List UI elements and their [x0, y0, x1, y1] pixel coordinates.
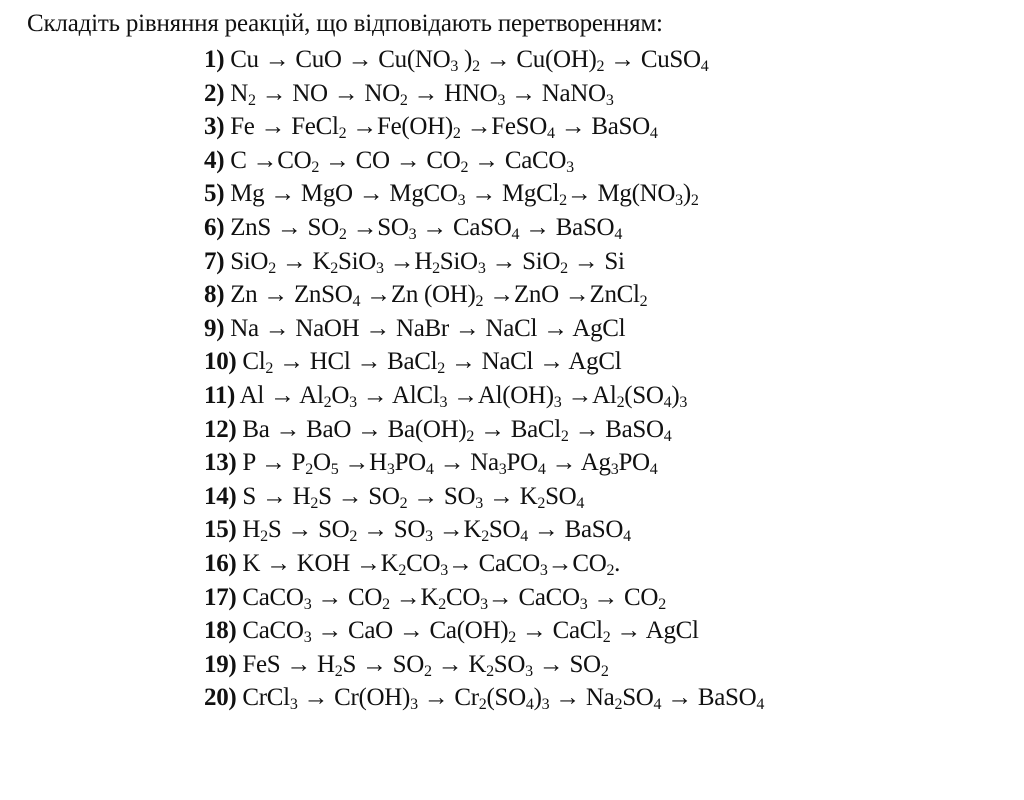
reaction-number: 8) — [204, 281, 225, 309]
reaction-number: 19) — [204, 650, 237, 678]
reaction-number: 13) — [204, 449, 237, 477]
reaction-number: 16) — [204, 549, 237, 577]
reaction-number: 9) — [204, 314, 225, 342]
reaction-number: 6) — [204, 213, 225, 241]
reaction-number: 12) — [204, 415, 237, 443]
reaction-chain: $Cl_2$ → HCl → BaCl$_2$ → NaCl → AgCl — [242, 348, 622, 378]
reaction-number: 11) — [204, 381, 236, 409]
reaction-chain: Cu → CuO → $Cu(NO_3$ )$_2 \to Cu(OH)_2$ → CuSO$_4$ — [230, 46, 709, 75]
reaction-chain: $S \to H_2S \to SO_2 \to SO_3 \to K_2SO_4$ — [242, 482, 585, 512]
reaction-item — [204, 614, 764, 648]
reaction-item — [204, 581, 764, 615]
reaction-item — [204, 681, 764, 715]
reaction-item — [204, 312, 764, 346]
reaction-chain: $Al \to Al_2O_3$ → AlCl$_3$ $\to Al(OH)_3 \to Al_2(SO_4)_3$ — [239, 381, 688, 411]
reaction-number: 15) — [204, 516, 237, 544]
reaction-chain: Ba → BaO → $Ba(OH)_2$ → BaCl$_2$ → BaSO$_4$ — [242, 415, 672, 445]
reaction-number: 14) — [204, 482, 237, 510]
reaction-chain: $SiO_2 \to K_2SiO_3 \to H_2SiO_3 \to SiO_2 \to Si$ — [230, 247, 625, 277]
reaction-chain: $H_2S \to SO_2 \to SO_3 \to K_2SO_4$ → BaSO$_4$ — [242, 516, 631, 546]
reaction-item — [204, 379, 764, 413]
reaction-chain: ZnS → $SO_2 \to SO_3$ → CaSO$_4$ → BaSO$_4$ — [230, 213, 623, 243]
reaction-item — [204, 110, 764, 144]
reaction-item — [204, 144, 764, 178]
reaction-item — [204, 513, 764, 547]
reaction-chain: K → KOH $\to K_2CO_3\to$ $CaCO_3\to CO_2$. — [242, 549, 621, 579]
reaction-chain: Mg → MgO → MgCO$_3$ → MgCl$_2$→ $Mg(NO_3)_2$ — [230, 180, 699, 210]
reaction-chain: $N_2$ → NO → $NO_2 \to HNO_3$ → NaNO$_3$ — [230, 79, 614, 109]
reaction-chain: $P \to P_2O_5 \to H_3PO_4 \to Na_3PO_4 \to Ag_3PO_4$ — [242, 449, 658, 479]
reaction-item — [204, 77, 764, 111]
reaction-item — [204, 480, 764, 514]
reaction-item — [204, 245, 764, 279]
reaction-item — [204, 278, 764, 312]
reaction-number: 4) — [204, 146, 225, 174]
reaction-chain: CaCO$_3$ → CaO → $Ca(OH)_2$ → CaCl$_2$ → AgCl — [242, 617, 699, 647]
reaction-chain: CrCl$_3$ → $Cr(OH)_3 \to Cr_2(SO_4)_3 \to Na_2SO_4$ → BaSO$_4$ — [242, 684, 765, 714]
reaction-chain: Zn → ZnSO$_4$ →Zn $(OH)_2 \to ZnO$ →ZnCl$_2$ — [230, 281, 648, 311]
reaction-chain: Na → NaOH → NaBr → NaCl → AgCl — [230, 314, 626, 342]
reaction-item — [204, 211, 764, 245]
reaction-number: 18) — [204, 617, 237, 645]
reaction-item — [204, 177, 764, 211]
reaction-number: 3) — [204, 113, 225, 141]
task-heading: Складіть рівняння реакцій, що відповідають перетворенням: — [27, 10, 663, 37]
reaction-item — [204, 43, 764, 77]
reaction-number: 10) — [204, 348, 237, 376]
reaction-item — [204, 345, 764, 379]
reaction-number: 20) — [204, 684, 237, 712]
reaction-number: 5) — [204, 180, 225, 208]
reaction-chain: $C \to CO_2$ → CO → $CO_2$ → CaCO$_3$ — [230, 146, 574, 176]
reaction-item — [204, 648, 764, 682]
reaction-number: 2) — [204, 79, 225, 107]
reaction-item — [204, 446, 764, 480]
reaction-chain: CaCO$_3$ → $CO_2 \to K_2CO_3\to$ CaCO$_3$ → $CO_2$ — [242, 583, 666, 613]
reaction-chain: FeS → $H_2S \to SO_2 \to K_2SO_3 \to SO_2$ — [242, 650, 609, 680]
reaction-chain: Fe → FeCl$_2$ $\to Fe(OH)_2$ →FeSO$_4$ → BaSO$_4$ — [230, 113, 658, 143]
reaction-item — [204, 547, 764, 581]
reaction-item — [204, 413, 764, 447]
reaction-number: 1) — [204, 46, 225, 73]
reaction-list — [204, 43, 764, 715]
reaction-number: 7) — [204, 247, 225, 275]
reaction-number: 17) — [204, 583, 237, 611]
